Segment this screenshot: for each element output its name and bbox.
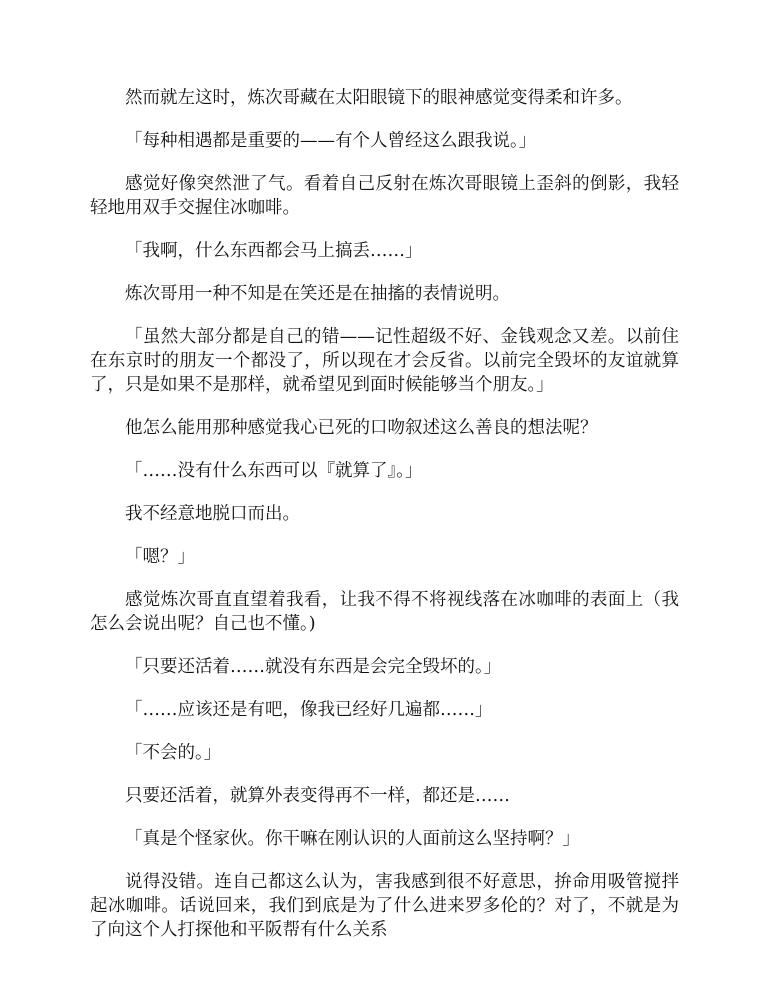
paragraph: 「虽然大部分都是自己的错——记性超级不好、金钱观念又差。以前住在东京时的朋友一个都没了，所以现在才会反省。以前完全毁坏的友谊就算了，只是如果不是那样，就希望见到面时候能够当个朋友。」 [90, 327, 679, 395]
paragraph: 「嗯？」 [125, 547, 195, 567]
paragraph: 「我啊，什么东西都会马上搞丢……」 [125, 241, 423, 261]
paragraph: 我不经意地脱口而出。 [125, 504, 300, 524]
paragraph: 「只要还活着……就没有东西是会完全毁坏的。」 [125, 657, 502, 677]
paragraph: 然而就左这时，炼次哥藏在太阳眼镜下的眼神感觉变得柔和许多。 [125, 88, 633, 108]
paragraph: 炼次哥用一种不知是在笑还是在抽搐的表情说明。 [125, 284, 510, 304]
paragraph: 「每种相遇都是重要的——有个人曾经这么跟我说。」 [125, 131, 537, 151]
paragraph: 「……应该还是有吧，像我已经好几遍都……」 [125, 700, 493, 720]
paragraph: 感觉好像突然泄了气。看着自己反射在炼次哥眼镜上歪斜的倒影，我轻轻地用双手交握住冰咖啡。 [90, 174, 679, 218]
paragraph: 「不会的。」 [125, 743, 222, 763]
paragraph: 感觉炼次哥直直望着我看，让我不得不将视线落在冰咖啡的表面上（我怎么会说出呢？自己也不懂。) [90, 590, 679, 634]
paragraph: 只要还活着，就算外表变得再不一样，都还是…… [125, 786, 510, 806]
paragraph: 「真是个怪家伙。你干嘛在刚认识的人面前这么坚持啊？」 [125, 829, 580, 849]
paragraph: 「……没有什么东西可以『就算了』。」 [125, 461, 423, 481]
paragraph: 说得没错。连自己都这么认为，害我感到很不好意思，拚命用吸管搅拌起冰咖啡。话说回来，我们到底是为了什么进来罗多伦的？对了，不就是为了向这个人打探他和平阪帮有什么关系 [90, 872, 679, 940]
paragraph: 他怎么能用那种感觉我心已死的口吻叙述这么善良的想法呢？ [125, 418, 598, 438]
